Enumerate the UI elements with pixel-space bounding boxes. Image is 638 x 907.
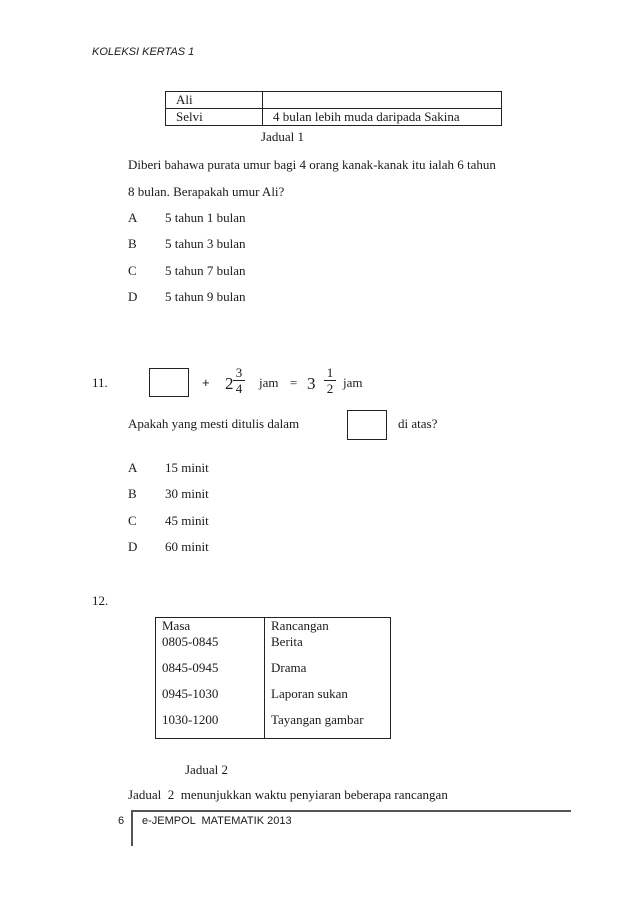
table-cell: 1030-1200	[156, 712, 265, 739]
q11-question-before: Apakah yang mesti ditulis dalam	[128, 416, 300, 431]
page-number: 6	[118, 815, 125, 827]
option-letter: A	[128, 210, 138, 225]
footer-rule	[131, 810, 571, 812]
option-letter: D	[128, 289, 138, 304]
table-cell	[263, 92, 502, 109]
table-cell: 0845-0945	[156, 660, 265, 686]
fraction	[233, 366, 245, 395]
fraction-numerator: 1	[326, 365, 334, 380]
option-letter: B	[128, 236, 137, 251]
table-2	[155, 617, 391, 739]
table-row	[156, 634, 391, 660]
table-row	[156, 712, 391, 739]
table-cell: Berita	[265, 634, 391, 660]
answer-box	[347, 410, 387, 440]
table-cell: 4 bulan lebih muda daripada Sakina	[263, 109, 502, 126]
q12-number: 12.	[92, 593, 109, 608]
table-row	[156, 660, 391, 686]
option-text: 45 minit	[165, 513, 209, 528]
fraction-denominator: 4	[235, 381, 243, 396]
table-cell: Ali	[166, 92, 263, 109]
table-cell: Drama	[265, 660, 391, 686]
table-header-cell: Masa	[156, 618, 265, 635]
table-header-row	[156, 618, 391, 635]
option-letter: A	[128, 460, 138, 475]
fraction-denominator: 2	[326, 381, 334, 396]
page-header: KOLEKSI KERTAS 1	[92, 46, 195, 58]
table-1	[165, 91, 502, 126]
mixed-number-whole: 2	[225, 374, 234, 393]
footer-title: e-JEMPOL MATEMATIK 2013	[142, 815, 292, 827]
option-text: 15 minit	[165, 460, 209, 475]
table-row	[156, 686, 391, 712]
table-cell: Selvi	[166, 109, 263, 126]
mixed-number-whole: 3	[307, 374, 316, 393]
option-letter: D	[128, 539, 138, 554]
q11-question-after: di atas?	[398, 416, 438, 431]
table-cell: Tayangan gambar	[265, 712, 391, 739]
option-text: 30 minit	[165, 486, 209, 501]
footer-divider	[131, 810, 133, 846]
table-row	[166, 109, 502, 126]
q11-number: 11.	[92, 375, 108, 390]
q10-text-line1: Diberi bahawa purata umur bagi 4 orang kanak-kanak itu ialah 6 tahun	[128, 157, 496, 172]
table-1-caption: Jadual 1	[261, 129, 304, 144]
table-2-caption: Jadual 2	[185, 762, 228, 777]
equals-sign: =	[290, 375, 298, 390]
option-letter: C	[128, 263, 137, 278]
fraction	[324, 366, 336, 395]
table-cell: 0805-0845	[156, 634, 265, 660]
option-text: 60 minit	[165, 539, 209, 554]
option-letter: B	[128, 486, 137, 501]
table-cell: 0945-1030	[156, 686, 265, 712]
unit-text: jam	[259, 375, 279, 390]
option-letter: C	[128, 513, 137, 528]
option-text: 5 tahun 1 bulan	[165, 210, 246, 225]
q10-text-line2: 8 bulan. Berapakah umur Ali?	[128, 184, 285, 199]
option-text: 5 tahun 9 bulan	[165, 289, 246, 304]
table-row	[166, 92, 502, 109]
fraction-numerator: 3	[235, 365, 243, 380]
option-text: 5 tahun 7 bulan	[165, 263, 246, 278]
q12-text: Jadual 2 menunjukkan waktu penyiaran beberapa rancangan	[128, 787, 448, 802]
plus-sign: +	[202, 375, 210, 390]
table-cell: Laporan sukan	[265, 686, 391, 712]
answer-box	[149, 368, 189, 397]
table-header-cell: Rancangan	[265, 618, 391, 635]
option-text: 5 tahun 3 bulan	[165, 236, 246, 251]
unit-text: jam	[343, 375, 363, 390]
